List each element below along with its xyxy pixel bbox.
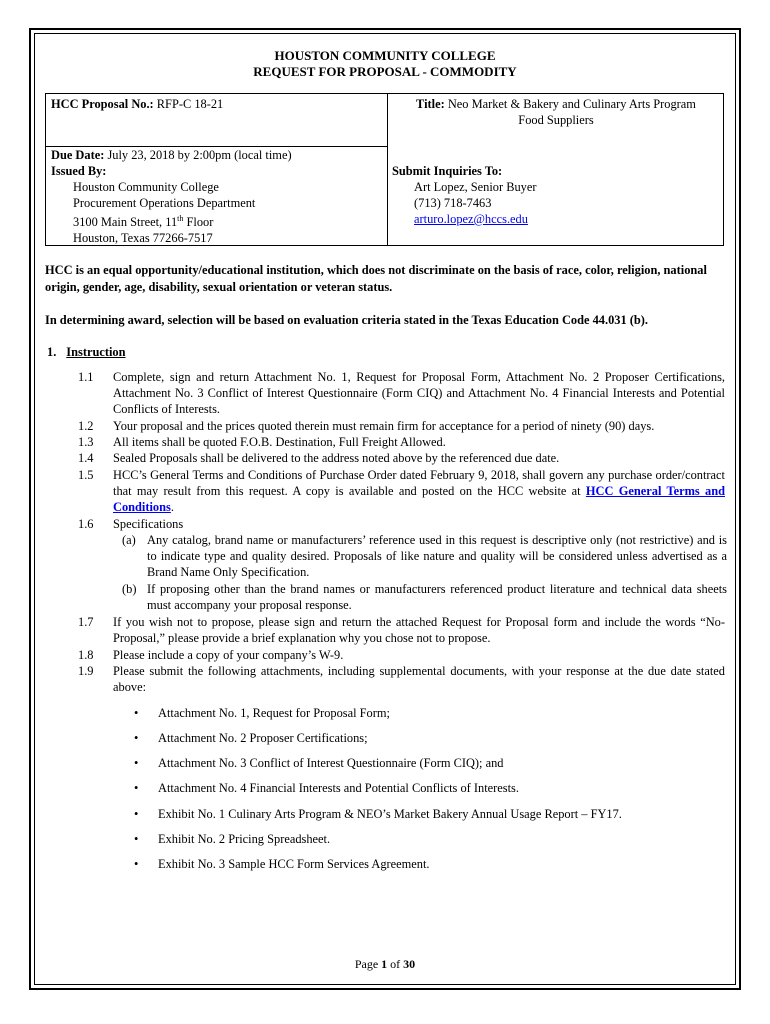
bullet-icon: • (134, 807, 139, 821)
issued-by-label: Issued By: (51, 164, 107, 178)
issuer-name: Houston Community College (73, 180, 219, 194)
inquiries-cell (392, 163, 537, 227)
issuer-street: 3100 Main Street, 11th Floor (73, 214, 214, 230)
title-cell (391, 96, 721, 128)
current-page-number: 1 (381, 957, 388, 971)
buyer-email-link[interactable]: arturo.lopez@hccs.edu (414, 212, 528, 226)
section-title: Instruction (66, 345, 126, 359)
issued-by-cell (51, 163, 255, 246)
issuer-city: Houston, Texas 77266-7517 (73, 231, 213, 246)
title-label: Title: (416, 97, 445, 111)
page-footer: Page 1 of 30 (354, 957, 416, 971)
document-title-heading: REQUEST FOR PROPOSAL - COMMODITY (253, 64, 517, 79)
bullet-icon: • (134, 832, 139, 846)
bullet-icon: • (134, 756, 139, 770)
total-page-count: 30 (403, 957, 416, 971)
issuer-department: Procurement Operations Department (73, 196, 256, 210)
buyer-phone: (713) 718-7463 (414, 196, 492, 210)
buyer-name: Art Lopez, Senior Buyer (414, 180, 537, 194)
section-number: 1. (47, 345, 57, 359)
section-heading-instruction (47, 345, 126, 360)
hcc-terms-link[interactable]: HCC General Terms and Conditions (113, 484, 725, 514)
proposal-number-label: HCC Proposal No.: (51, 97, 154, 111)
proposal-info-table (45, 93, 724, 246)
inquiries-label: Submit Inquiries To: (392, 164, 503, 178)
award-criteria-statement: In determining award, selection will be based on evaluation criteria stated in the Texas Education Code 44.031 (b). (45, 313, 649, 327)
equal-opportunity-statement: HCC is an equal opportunity/educational institution, which does not discriminate on the basis of race, color, religion, national origin, gender, age, disability, sexual orientation or veteran status. (45, 263, 707, 294)
title-value-line1: Neo Market & Bakery and Culinary Arts Program (447, 97, 696, 111)
college-name-heading: HOUSTON COMMUNITY COLLEGE (274, 48, 496, 63)
due-date-cell (51, 147, 292, 163)
due-date-label: Due Date: (51, 148, 105, 162)
bullet-icon: • (134, 731, 139, 745)
due-date-value: July 23, 2018 by 2:00pm (local time) (107, 148, 292, 162)
title-value-line2: Food Suppliers (518, 113, 594, 127)
proposal-number-cell (51, 96, 223, 112)
table-divider-vertical (387, 94, 388, 246)
bullet-icon: • (134, 781, 139, 795)
proposal-number-value: RFP-C 18-21 (156, 97, 224, 111)
bullet-icon: • (134, 706, 139, 720)
bullet-icon: • (134, 857, 139, 871)
